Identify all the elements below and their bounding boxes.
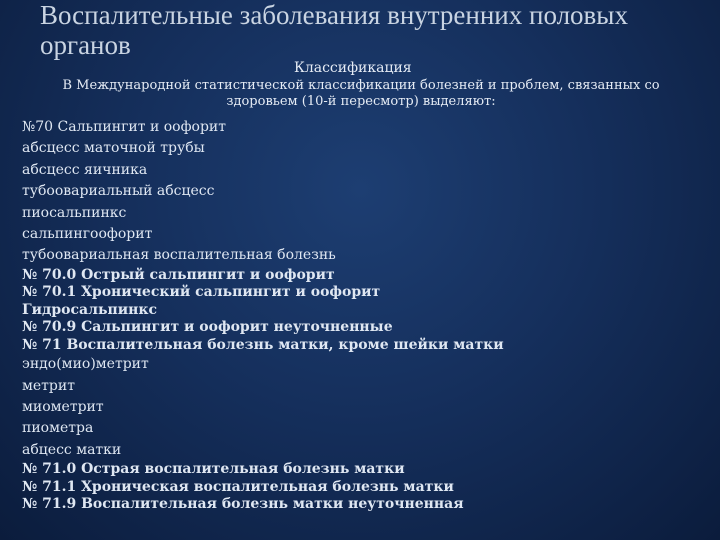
list-item: № 71.1 Хроническая воспалительная болезнь матки — [22, 478, 454, 495]
list-item: № 70.1 Хронический сальпингит и оофорит — [22, 284, 381, 301]
list-item: миометрит — [22, 399, 104, 416]
list-item: абсцесс яичника — [22, 161, 148, 178]
list-item: №70 Сальпингит и оофорит — [22, 119, 227, 135]
slide-title: Воспалительные заболевания внутренних половых органов — [40, 0, 628, 60]
list-item: Гидросальпинкс — [22, 301, 157, 318]
list-item: № 71.0 Острая воспалительная болезнь матки — [22, 461, 405, 478]
list-item: эндо(мио)метрит — [22, 356, 149, 373]
list-item: пиометра — [22, 420, 94, 437]
list-item: тубоовариальный абсцесс — [22, 183, 215, 200]
list-item: пиосальпинкс — [22, 204, 127, 221]
list-item: абсцесс маточной трубы — [22, 140, 205, 157]
slide-subtitle: Классификация — [294, 60, 412, 76]
list-item: абцесс матки — [22, 441, 122, 458]
list-item: № 70.0 Острый сальпингит и оофорит — [22, 266, 335, 283]
list-item: метрит — [22, 377, 75, 394]
list-item: № 71 Воспалительная болезнь матки, кроме шейки матки — [22, 336, 504, 353]
list-item: № 71.9 Воспалительная болезнь матки неуточненная — [22, 496, 464, 513]
list-item: сальпингоофорит — [22, 225, 153, 242]
list-item: тубоовариальная воспалительная болезнь — [22, 247, 336, 264]
classification-list — [22, 117, 702, 514]
list-item: № 70.9 Сальпингит и оофорит неуточненные — [22, 319, 393, 336]
intro-text: В Международной статистической классификации болезней и проблем, связанных со здоровьем (10-й пересмотр) выделяют: — [62, 78, 660, 109]
